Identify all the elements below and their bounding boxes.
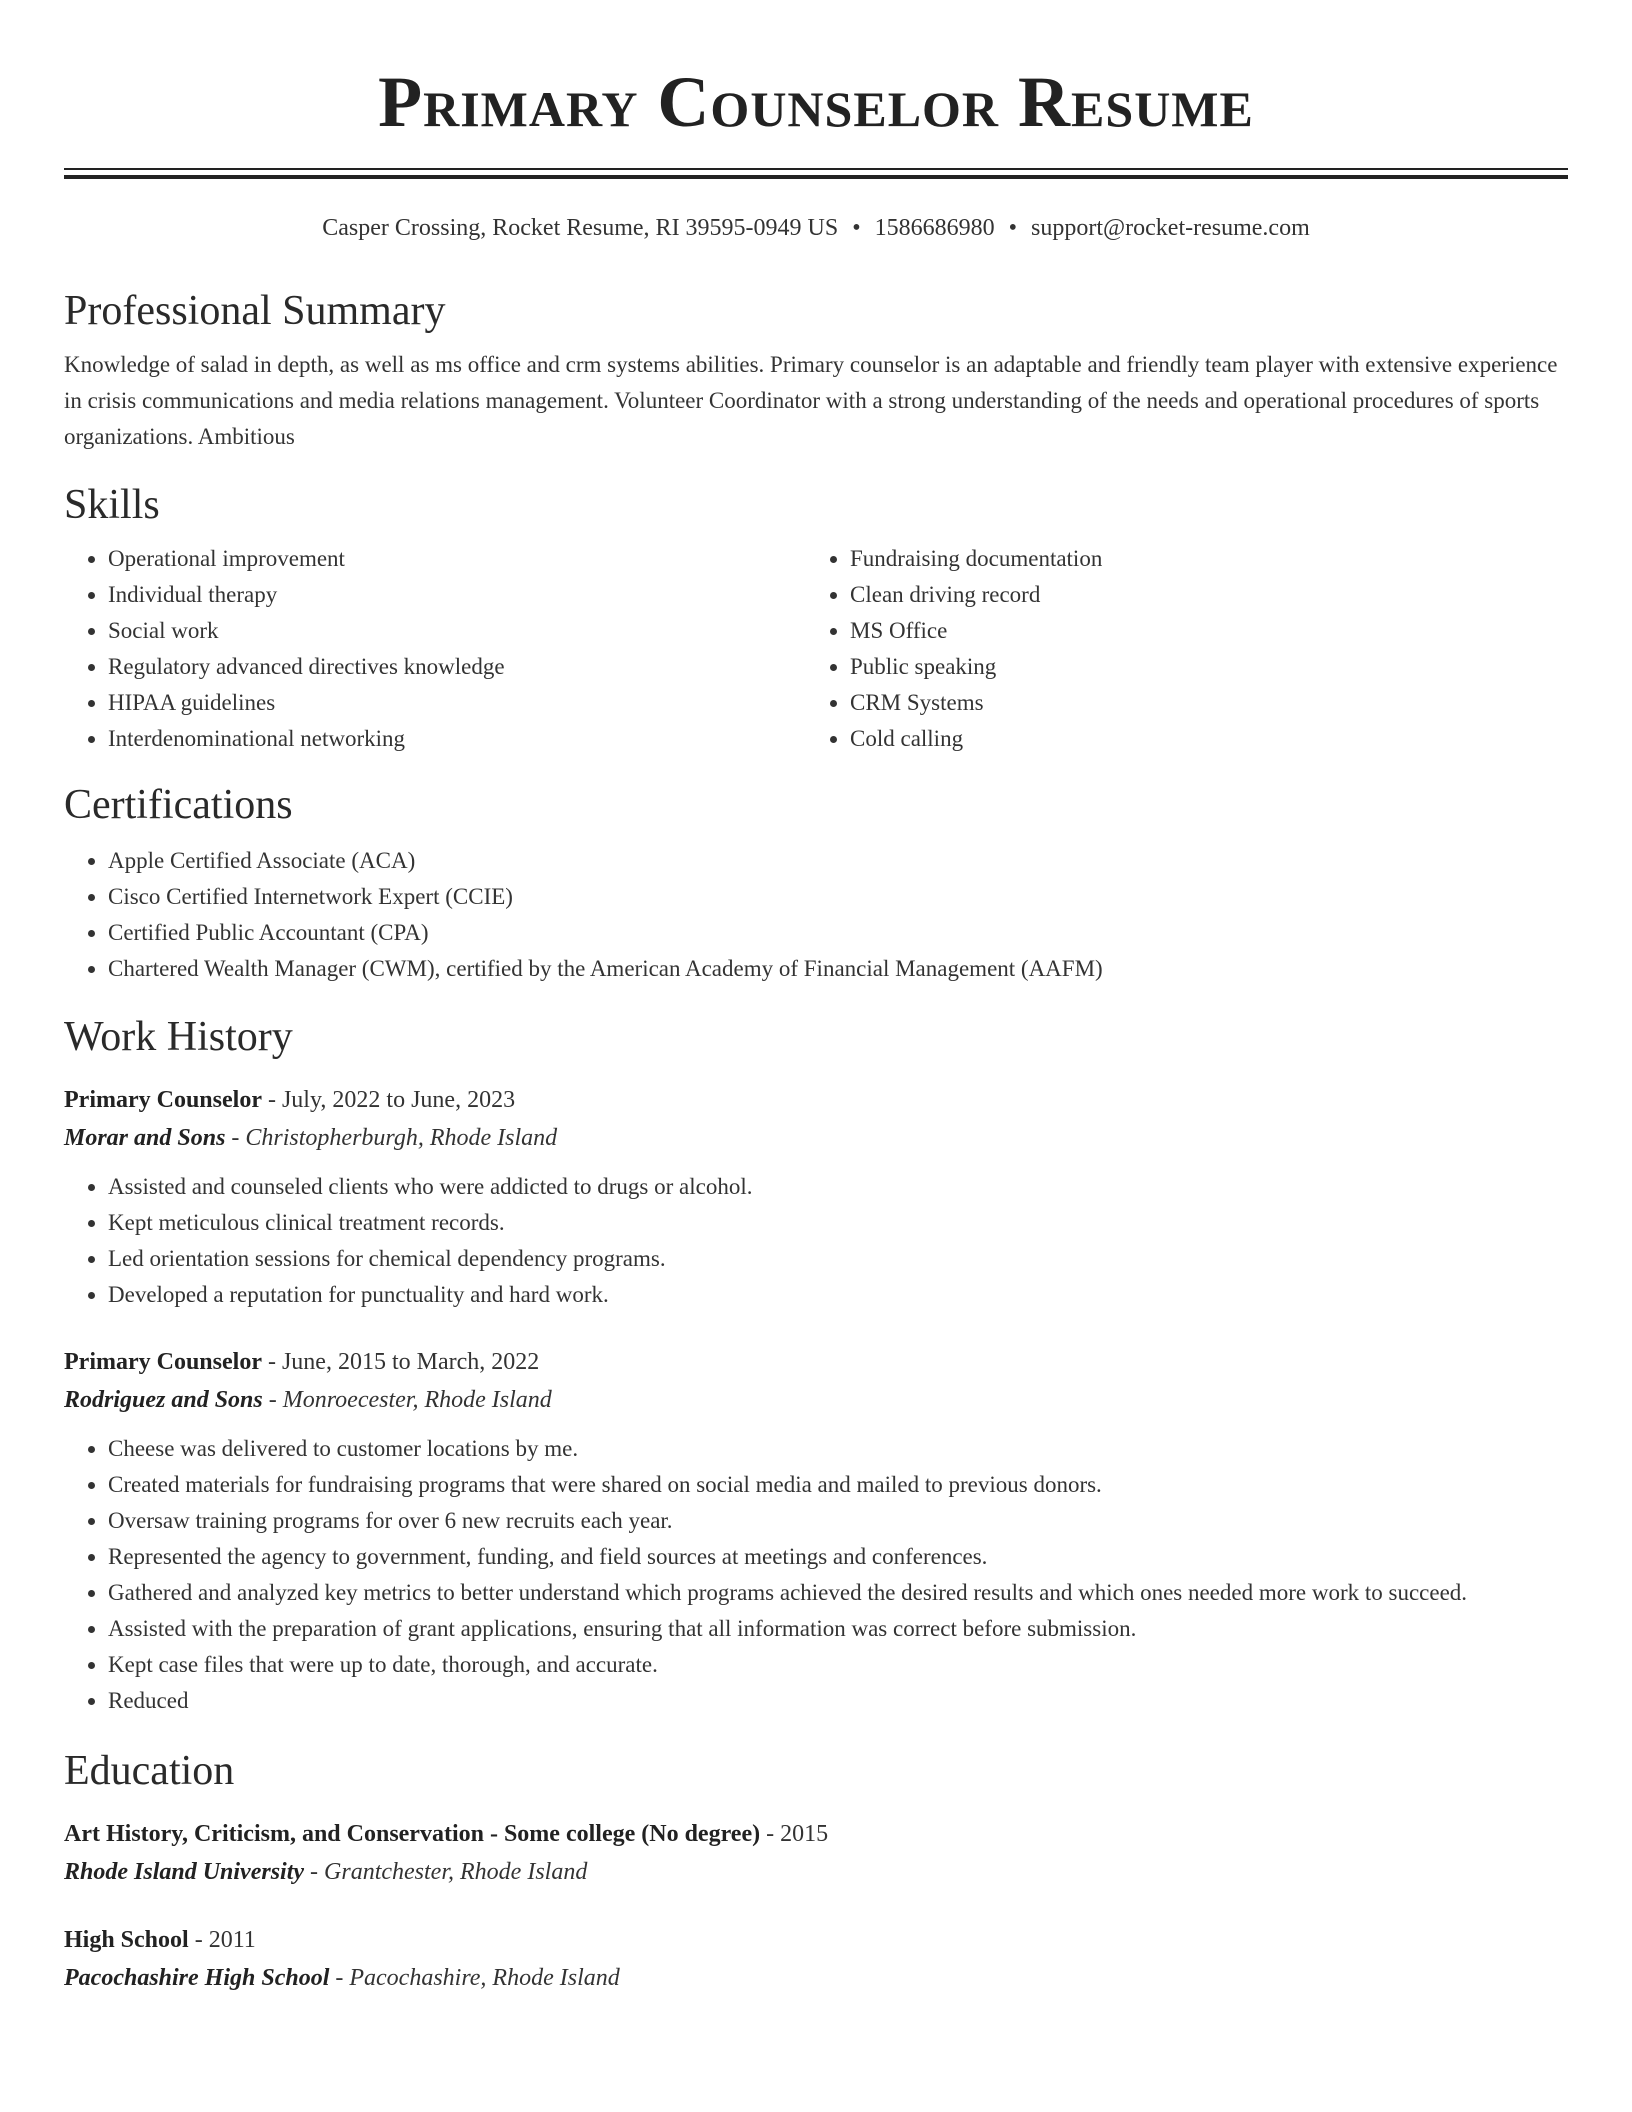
education-degree-line <box>64 1921 1568 1959</box>
job-dates: - July, 2022 to June, 2023 <box>261 1087 516 1113</box>
contact-phone: 1586686980 <box>874 215 995 241</box>
job-company-line <box>64 1381 1568 1419</box>
summary-heading: Professional Summary <box>64 288 446 334</box>
skills-list <box>64 541 1568 757</box>
education-school: Rhode Island University <box>64 1859 305 1885</box>
education-degree: High School <box>64 1927 189 1953</box>
job-title: Primary Counselor <box>64 1349 262 1375</box>
job-location: - Monroecester, Rhode Island <box>262 1387 552 1413</box>
skill-item: • Operational improvement <box>108 541 806 577</box>
duty-item: • Assisted and counseled clients who were addicted to drugs or alcohol. <box>108 1169 1568 1205</box>
skill-item: • Public speaking <box>850 649 1548 685</box>
contact-address: Casper Crossing, Rocket Resume, RI 39595-0949 US <box>322 215 839 241</box>
skill-item: • Cold calling <box>850 721 1548 757</box>
education-entry <box>64 1815 1568 1891</box>
contact-separator: • <box>1008 215 1018 241</box>
certifications-heading: Certifications <box>64 782 293 828</box>
job-dates: - June, 2015 to March, 2022 <box>261 1349 540 1375</box>
skill-item: • Interdenominational networking <box>108 721 806 757</box>
resume-title: Primary Counselor Resume <box>378 62 1254 142</box>
duty-item: • Created materials for fundraising programs that were shared on social media and mailed to previous donors. <box>108 1467 1568 1503</box>
skills-column-right <box>806 541 1548 757</box>
job-duties-list <box>64 1169 1568 1313</box>
title-rule-thin <box>64 168 1568 170</box>
duty-item: • Gathered and analyzed key metrics to better understand which programs achieved the desired results and which ones needed more work to succeed. <box>108 1575 1568 1611</box>
education-year: - 2011 <box>188 1927 256 1953</box>
contact-separator: • <box>852 215 861 241</box>
job-company: Morar and Sons <box>64 1125 226 1151</box>
education-school: Pacochashire High School <box>64 1965 330 1991</box>
resume-page <box>64 0 1568 1997</box>
duty-item: • Cheese was delivered to customer locations by me. <box>108 1431 1568 1467</box>
job-location: - Christopherburgh, Rhode Island <box>225 1125 558 1151</box>
education-degree-line <box>64 1815 1568 1853</box>
skill-item: • MS Office <box>850 613 1548 649</box>
skill-item: • HIPAA guidelines <box>108 685 806 721</box>
job-duties-list <box>64 1431 1568 1719</box>
duty-item: • Kept case files that were up to date, thorough, and accurate. <box>108 1647 1568 1683</box>
duty-item: • Kept meticulous clinical treatment records. <box>108 1205 1568 1241</box>
job-company: Rodriguez and Sons <box>64 1387 263 1413</box>
skill-item: • Fundraising documentation <box>850 541 1548 577</box>
contact-line <box>64 213 1568 243</box>
skill-item: • CRM Systems <box>850 685 1548 721</box>
duty-item: • Developed a reputation for punctuality and hard work. <box>108 1277 1568 1313</box>
certification-item: • Apple Certified Associate (ACA) <box>108 843 1568 879</box>
duty-item: • Represented the agency to government, funding, and field sources at meetings and conferences. <box>108 1539 1568 1575</box>
contact-email: support@rocket-resume.com <box>1031 215 1310 241</box>
skills-heading: Skills <box>64 482 160 528</box>
certification-item: • Cisco Certified Internetwork Expert (CCIE) <box>108 879 1568 915</box>
skill-item: • Clean driving record <box>850 577 1548 613</box>
education-degree: Art History, Criticism, and Conservation - Some college (No degree) <box>64 1821 761 1847</box>
duty-item: • Led orientation sessions for chemical dependency programs. <box>108 1241 1568 1277</box>
education-school-line <box>64 1853 1568 1891</box>
certification-item: • Chartered Wealth Manager (CWM), certified by the American Academy of Financial Management (AAFM) <box>108 951 1568 987</box>
summary-text: Knowledge of salad in depth, as well as ms office and crm systems abilities. Primary counselor is an adaptable and friendly team player with extensive experience in crisis communications and media relations management. Volunteer Coordinator with a strong understanding of the needs and operational procedures of sports organizations. Ambitious <box>64 352 1558 449</box>
skills-column-left <box>64 541 806 757</box>
job-title: Primary Counselor <box>64 1087 262 1113</box>
job-title-line <box>64 1081 1568 1119</box>
duty-item: • Oversaw training programs for over 6 new recruits each year. <box>108 1503 1568 1539</box>
skill-item: • Social work <box>108 613 806 649</box>
duty-item: • Assisted with the preparation of grant applications, ensuring that all information was correct before submission. <box>108 1611 1568 1647</box>
skill-item: • Individual therapy <box>108 577 806 613</box>
education-heading: Education <box>64 1748 235 1794</box>
education-school-line <box>64 1959 1568 1997</box>
certification-item: • Certified Public Accountant (CPA) <box>108 915 1568 951</box>
certifications-list <box>64 843 1568 987</box>
education-location: - Pacochashire, Rhode Island <box>329 1965 620 1991</box>
work-history-heading: Work History <box>64 1014 293 1060</box>
job-company-line <box>64 1119 1568 1157</box>
title-rule-thick <box>64 175 1568 179</box>
duty-item: • Reduced <box>108 1683 1568 1719</box>
job-entry <box>64 1343 1568 1719</box>
education-year: - 2015 <box>760 1821 829 1847</box>
job-title-line <box>64 1343 1568 1381</box>
education-location: - Grantchester, Rhode Island <box>304 1859 588 1885</box>
skill-item: • Regulatory advanced directives knowledge <box>108 649 806 685</box>
job-entry <box>64 1081 1568 1313</box>
education-entry <box>64 1921 1568 1997</box>
